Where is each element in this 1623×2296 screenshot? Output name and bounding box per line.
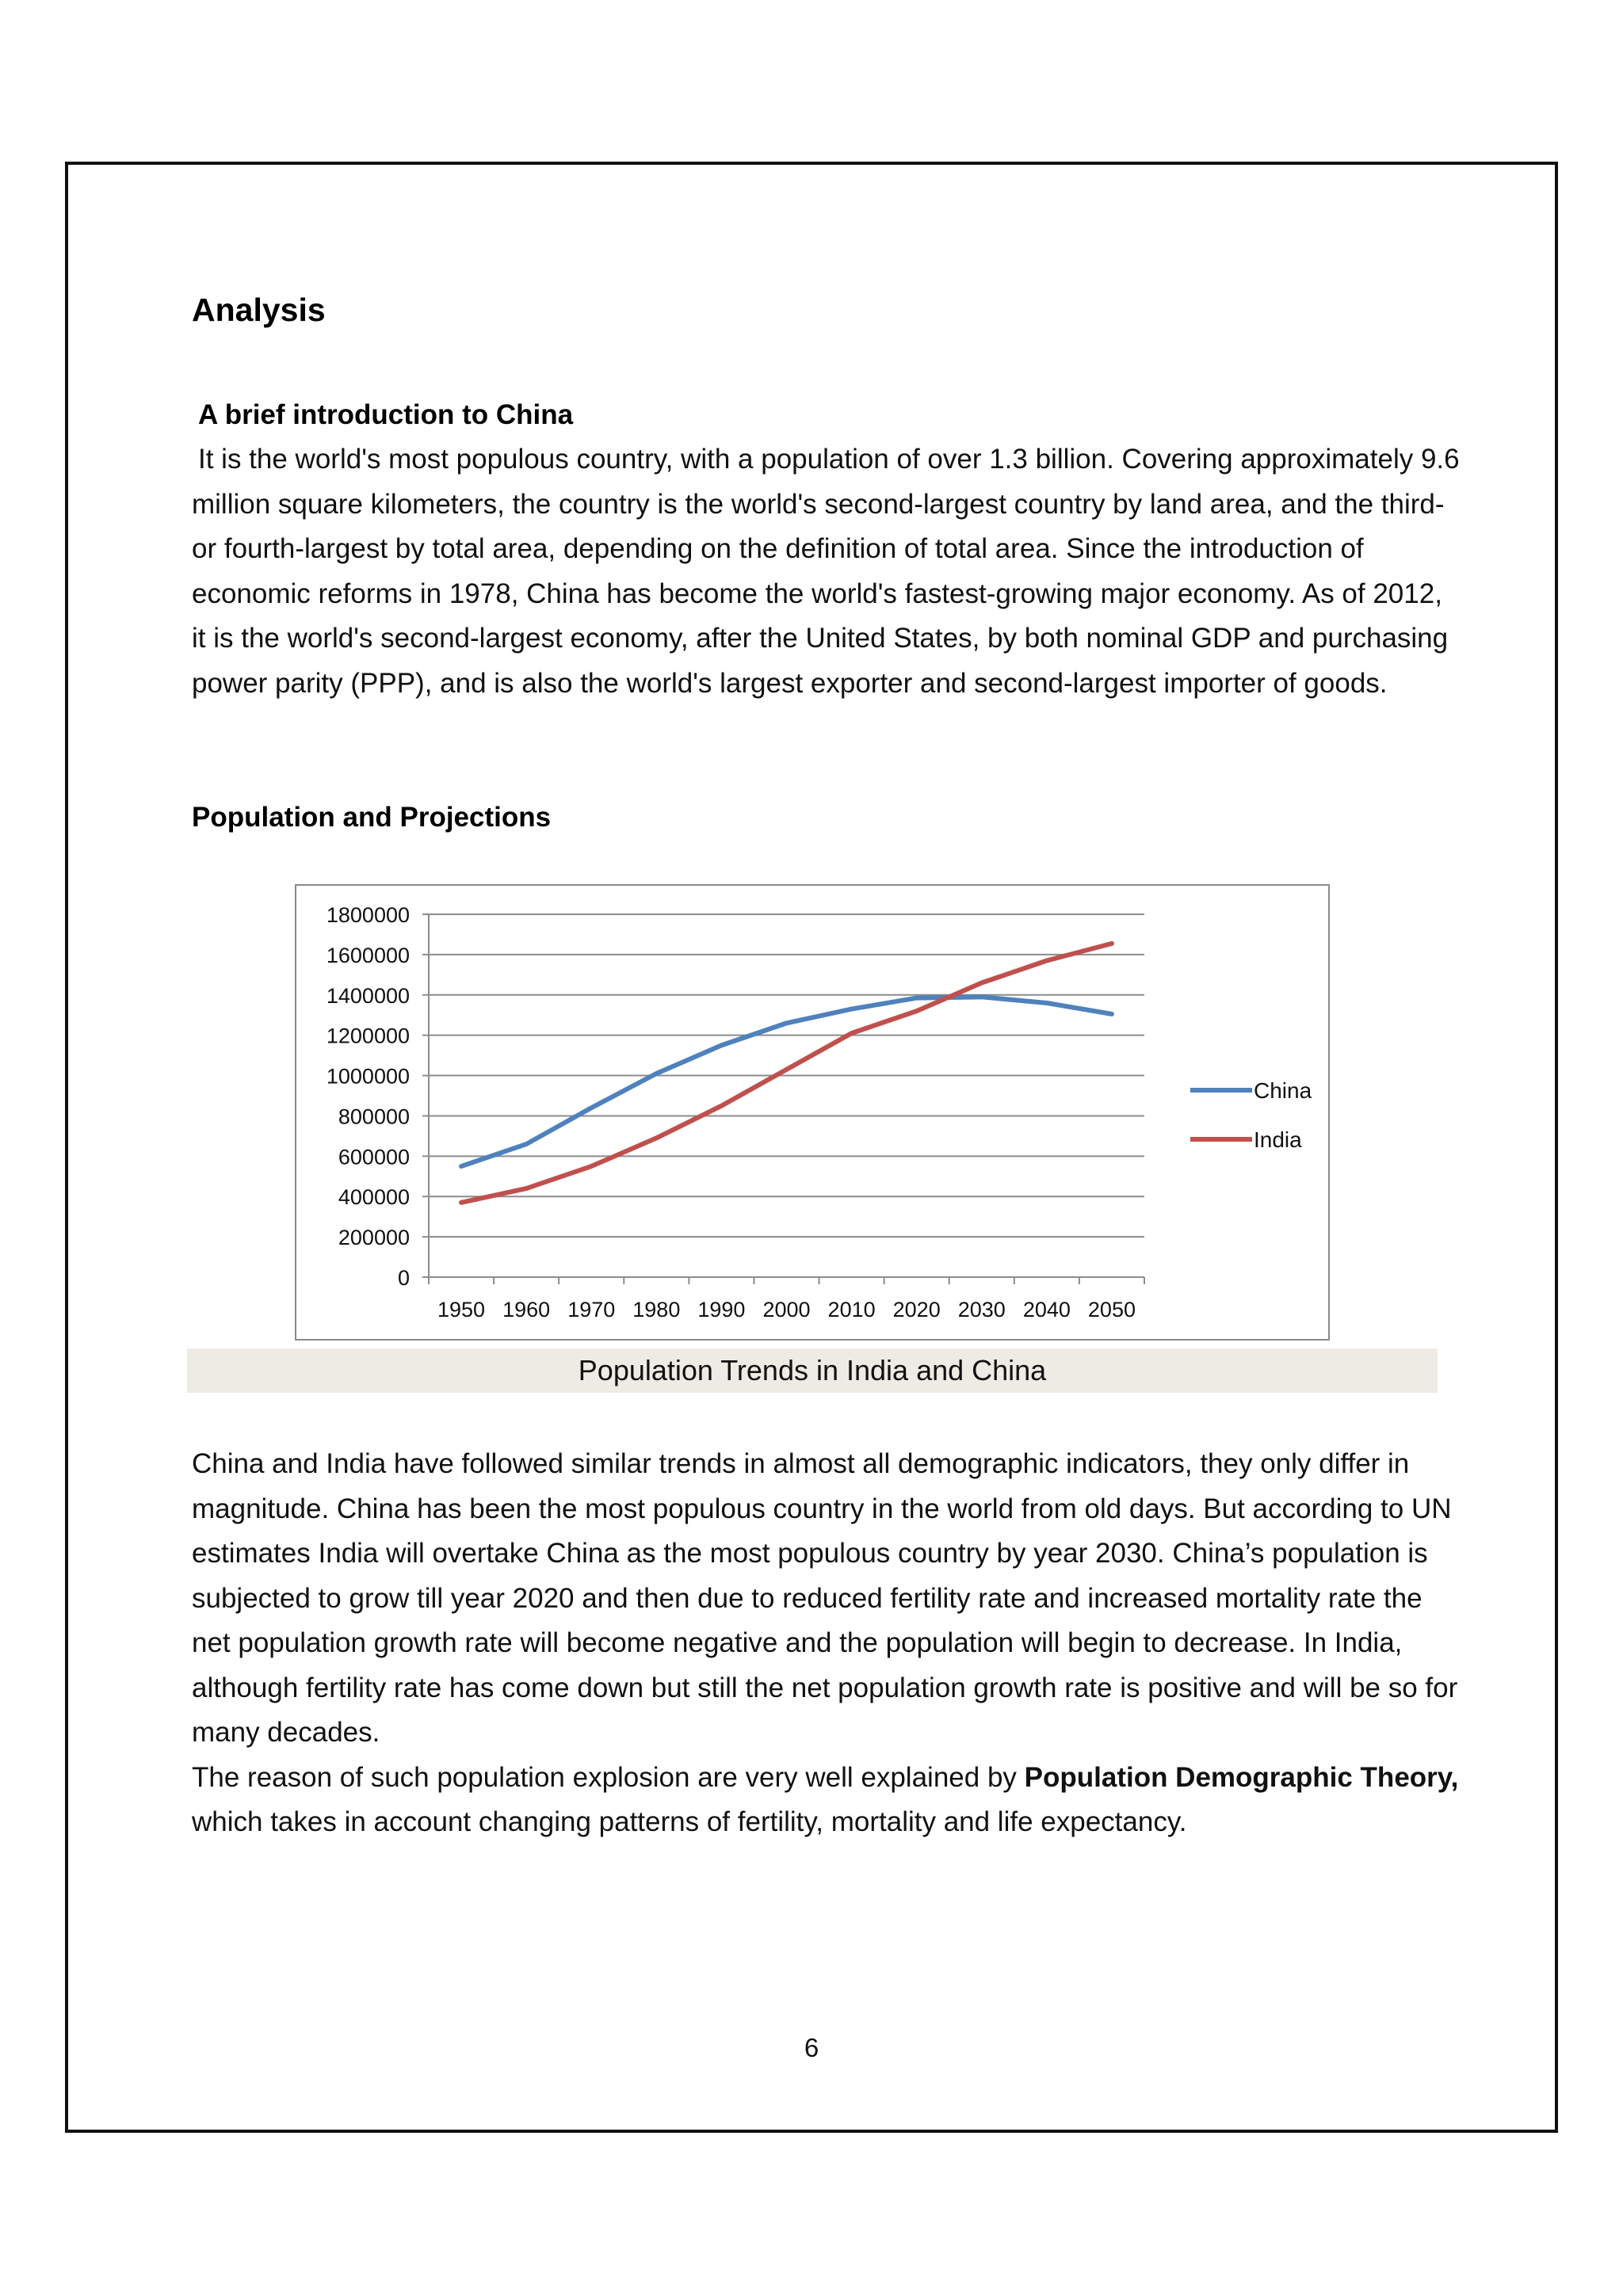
y-tick-label: 1200000 [326, 1024, 410, 1048]
series-line-china [461, 997, 1112, 1166]
population-heading: Population and Projections [192, 802, 552, 833]
x-tick-label: 2020 [892, 1298, 941, 1322]
y-tick-label: 1800000 [326, 903, 410, 927]
y-tick-label: 1600000 [326, 943, 410, 967]
legend-label-china: China [1254, 1078, 1312, 1103]
y-tick-label: 1000000 [326, 1064, 410, 1089]
x-tick-label: 2040 [1022, 1298, 1071, 1322]
x-tick-label: 1980 [632, 1298, 681, 1322]
x-tick-label: 2000 [762, 1298, 811, 1322]
page-number: 6 [804, 2033, 819, 2062]
y-tick-label: 200000 [338, 1226, 410, 1250]
x-tick-label: 2050 [1087, 1298, 1136, 1322]
x-tick-label: 1970 [567, 1298, 616, 1322]
section-title: Analysis [192, 292, 326, 328]
series-line-india [461, 944, 1112, 1203]
theory-text-start: The reason of such population explosion are very well explained by [192, 1761, 1025, 1793]
analysis-paragraph [192, 1442, 1460, 1845]
y-tick-label: 1400000 [326, 983, 410, 1008]
y-tick-label: 400000 [338, 1185, 410, 1210]
x-tick-label: 1990 [697, 1298, 746, 1322]
intro-heading: A brief introduction to China [198, 399, 574, 430]
intro-paragraph: It is the world's most populous country, with a population of over 1.3 billion. Covering approximately 9.6 million square kilometers, the country is the world's second-largest country by land area, and the third- or fourth-largest by total area, depending on the definition of total area. Since the introduction of economic reforms in 1978, China has become the world's fastest-growing major economy. As of 2012, it is the world's second-largest economy, after the United States, by both nominal GDP and purchasing power parity (PPP), and is also the world's largest exporter and second-largest importer of goods. [192, 444, 1460, 699]
x-tick-label: 1950 [437, 1298, 486, 1322]
theory-text-end: which takes in account changing patterns of fertility, mortality and life expectancy. [192, 1806, 1187, 1837]
theory-name: Population Demographic Theory, [1024, 1761, 1459, 1793]
chart-caption: Population Trends in India and China [187, 1348, 1438, 1393]
population-chart-svg [296, 886, 1328, 1339]
y-tick-label: 800000 [338, 1104, 410, 1129]
x-tick-label: 2010 [827, 1298, 876, 1322]
y-tick-label: 600000 [338, 1145, 410, 1169]
legend-label-india: India [1254, 1127, 1302, 1152]
x-tick-label: 1960 [502, 1298, 551, 1322]
y-tick-label: 0 [397, 1266, 410, 1290]
x-tick-label: 2030 [957, 1298, 1006, 1322]
population-chart [295, 884, 1330, 1341]
analysis-text: China and India have followed similar trends in almost all demographic indicators, they only differ in magnitude. China has been the most populous country in the world from old days. But according to UN estimates India will overtake China as the most populous country by year 2030. China’s population is subjected to grow till year 2020 and then due to reduced fertility rate and increased mortality rate the net population growth rate will become negative and the population will begin to decrease. In India, although fertility rate has come down but still the net population growth rate is positive and will be so for many decades. [192, 1448, 1458, 1748]
